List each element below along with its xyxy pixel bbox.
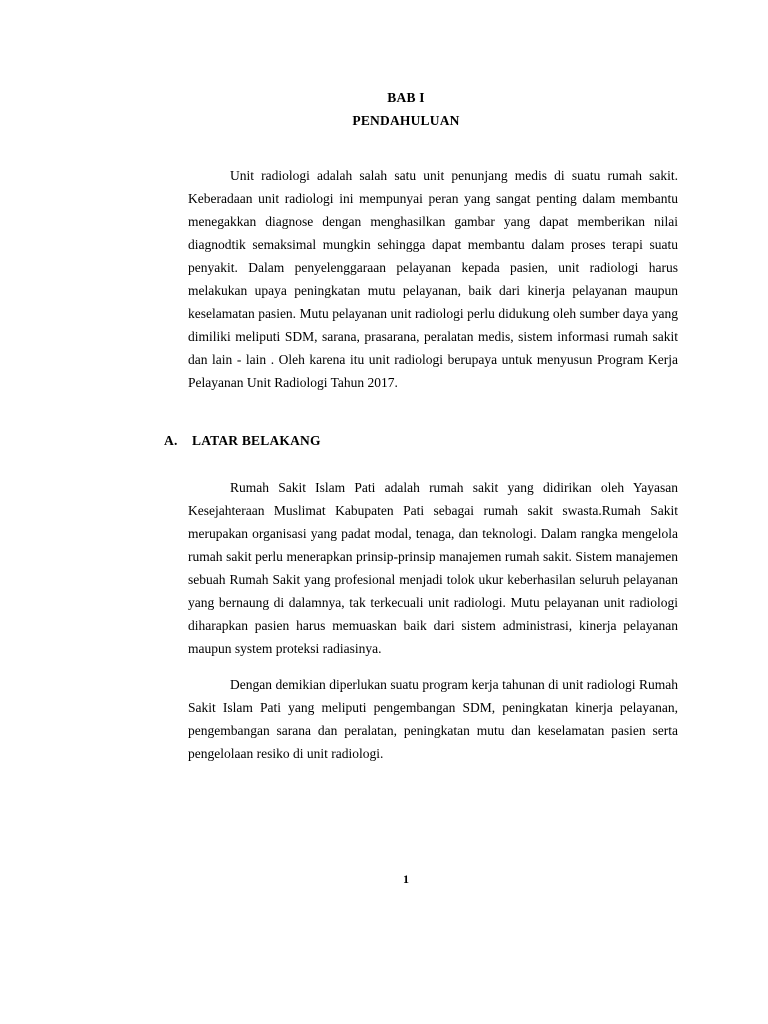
section-title: LATAR BELAKANG	[192, 433, 321, 448]
chapter-title: PENDAHULUAN	[352, 113, 460, 128]
section-letter: A.	[164, 433, 178, 448]
background-paragraph-1: Rumah Sakit Islam Pati adalah rumah sakit yang didirikan oleh Yayasan Kesejahteraan Muslimat Kabupaten Pati sebagai rumah sakit swasta.Rumah Sakit merupakan organisasi yang padat modal, tenaga, dan teknologi. Dalam rangka mengelola rumah sakit perlu menerapkan prinsip-prinsip manajemen rumah sakit. Sistem manajemen sebuah Rumah Sakit yang profesional menjadi tolok ukur keberhasilan seluruh pelayanan yang bernaung di dalamnya, tak terkecuali unit radiologi. Mutu pelayanan unit radiologi diharapkan pasien harus memuaskan baik dari sistem administrasi, kinerja pelayanan maupun system proteksi radiasinya.	[188, 480, 678, 656]
intro-paragraph: Unit radiologi adalah salah satu unit penunjang medis di suatu rumah sakit. Keberadaan unit radiologi ini mempunyai peran yang sangat penting dalam membantu menegakkan diagnose dengan menghasilkan gambar yang dapat memberikan nilai diagnodtik semaksimal mungkin sehingga dapat membantu dalam proses terapi suatu penyakit. Dalam penyelenggaraan pelayanan kepada pasien, unit radiologi harus melakukan upaya peningkatan mutu pelayanan, baik dari kinerja pelayanan maupun keselamatan pasien. Mutu pelayanan unit radiologi perlu didukung oleh sumber daya yang dimiliki meliputi SDM, sarana, prasarana, peralatan medis, sistem informasi rumah sakit dan lain - lain . Oleh karena itu unit radiologi berupaya untuk menyusun Program Kerja Pelayanan Unit Radiologi Tahun 2017.	[188, 168, 678, 390]
chapter-number: BAB I	[387, 90, 425, 105]
background-paragraph-2: Dengan demikian diperlukan suatu program kerja tahunan di unit radiologi Rumah Sakit Islam Pati yang meliputi pengembangan SDM, peningkatan kinerja pelayanan, pengembangan sarana dan peralatan, peningkatan mutu dan keselamatan pasien serta pengelolaan resiko di unit radiologi.	[188, 677, 678, 761]
page-number: 1	[403, 872, 409, 886]
section-heading	[164, 433, 321, 449]
